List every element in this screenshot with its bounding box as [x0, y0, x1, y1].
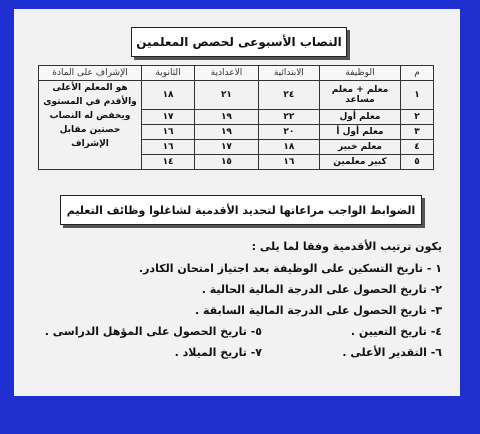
col-header-prep: الاعدادية: [195, 66, 259, 81]
rule-item: ٤- تاريخ التعيين .: [350, 325, 442, 338]
teaching-load-table: [38, 65, 434, 170]
cell-primary: ١٦: [258, 155, 319, 170]
cell-job: كبير معلمين: [320, 155, 401, 170]
col-header-supervision: الإشراف على المادة: [39, 66, 142, 81]
cell-num: ٤: [401, 140, 434, 155]
col-header-job: الوظيفة: [320, 66, 401, 81]
cell-prep: ١٥: [195, 155, 259, 170]
cell-num: ٢: [401, 110, 434, 125]
cell-job: معلم أول أ: [320, 125, 401, 140]
col-header-sec: الثانوية: [142, 66, 195, 81]
cell-prep: ١٧: [195, 140, 259, 155]
rule-item: ٦- التقدير الأعلى .: [342, 346, 442, 359]
cell-primary: ٢٢: [258, 110, 319, 125]
supervision-note: هو المعلم الأعلى والأقدم في المستوى ويخفض له النصاب حصتين مقابل الإشراف: [39, 81, 142, 170]
table-row: [39, 81, 434, 110]
cell-job: معلم أول: [320, 110, 401, 125]
cell-primary: ١٨: [258, 140, 319, 155]
table-header-row: [39, 66, 434, 81]
rules-intro: يكون ترتيب الأقدمية وفقا لما يلى :: [251, 240, 442, 253]
document-sheet: [14, 9, 460, 396]
col-header-primary: الابتدائية: [258, 66, 319, 81]
cell-sec: ١٦: [142, 140, 195, 155]
cell-num: ١: [401, 81, 434, 110]
cell-num: ٥: [401, 155, 434, 170]
cell-sec: ١٤: [142, 155, 195, 170]
cell-prep: ١٩: [195, 110, 259, 125]
seniority-rules: [14, 234, 460, 384]
rule-item: ٧- تاريخ الميلاد .: [174, 346, 262, 359]
col-header-num: م: [401, 66, 434, 81]
cell-job: معلم + معلم مساعد: [320, 81, 401, 110]
section-title: الضوابط الواجب مراعاتها لتحديد الأقدمية لشاغلوا وظائف التعليم: [60, 195, 422, 225]
rule-item: ٥- تاريخ الحصول على المؤهل الدراسى .: [44, 325, 262, 338]
rule-item: ١ - تاريخ التسكين على الوظيفة بعد اجتياز امتحان الكادر.: [138, 262, 442, 275]
cell-num: ٣: [401, 125, 434, 140]
cell-job: معلم خبير: [320, 140, 401, 155]
cell-sec: ١٨: [142, 81, 195, 110]
page-title: النصاب الأسبوعى لحصص المعلمين: [131, 27, 347, 57]
cell-primary: ٢٤: [258, 81, 319, 110]
cell-prep: ١٩: [195, 125, 259, 140]
cell-sec: ١٧: [142, 110, 195, 125]
cell-prep: ٢١: [195, 81, 259, 110]
rule-item: ٢- تاريخ الحصول على الدرجة المالية الحالية .: [201, 283, 442, 296]
cell-primary: ٢٠: [258, 125, 319, 140]
cell-sec: ١٦: [142, 125, 195, 140]
rule-item: ٣- تاريخ الحصول على الدرجة المالية السابقة .: [195, 304, 442, 317]
